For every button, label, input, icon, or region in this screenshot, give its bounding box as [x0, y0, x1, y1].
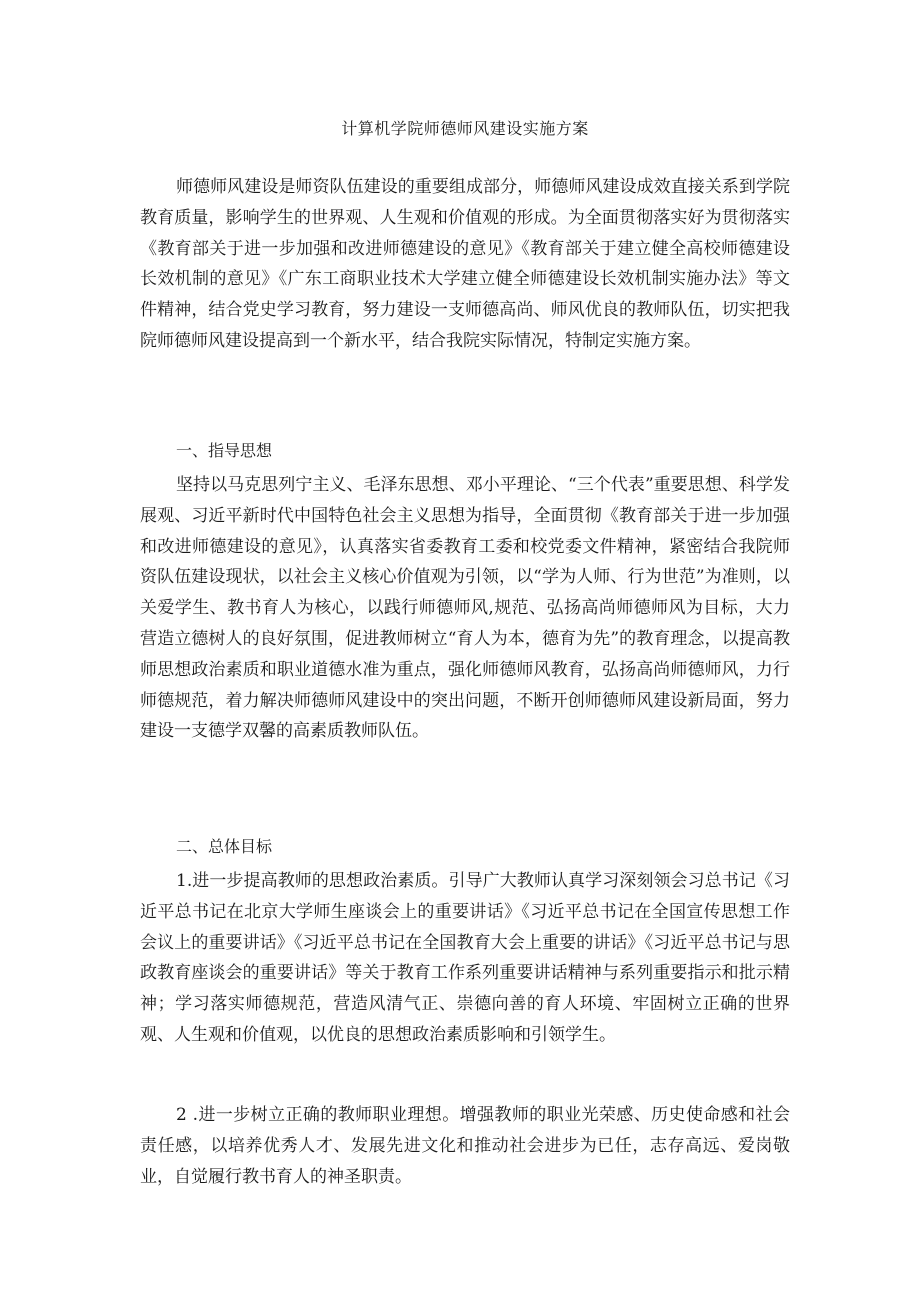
goal-item-1: 1.进一步提高教师的思想政治素质。引导广大教师认真学习深刻领会习总书记《习近平总书记在北京大学师生座谈会上的重要讲话》《习近平总书记在全国宣传思想工作会议上的重要讲话》《习近平总书记在全国教育大会上重要的讲话》《习近平总书记与思政教育座谈会的重要讲话》等关于教育工作系列重要讲话精神与系列重要指示和批示精神；学习落实师德规范，营造风清气正、崇德向善的育人环境、牢固树立正确的世界观、人生观和价值观，以优良的思想政治素质影响和引领学生。 — [140, 871, 790, 1045]
section-heading-guiding-ideology: 一、指导思想 — [176, 441, 273, 460]
document-title: 计算机学院师德师风建设实施方案 — [341, 119, 589, 138]
section-heading-overall-goals: 二、总体目标 — [176, 837, 273, 856]
section-paragraph-guiding-ideology: 坚持以马克思列宁主义、毛泽东思想、邓小平理论、“三个代表”重要思想、科学发展观、习近平新时代中国特色社会主义思想为指导，全面贯彻《教育部关于进一步加强和改进师德建设的意见》，认真落实省委教育工委和校党委文件精神，紧密结合我院师资队伍建设现状，以社会主义核心价值观为引领，以“学为人师、行为世范”为准则，以关爱学生、教书育人为核心，以践行师德师风,规范、弘扬高尚师德师风为目标，大力营造立德树人的良好氛围，促进教师树立“育人为本，德育为先”的教育理念，以提高教师思想政治素质和职业道德水准为重点，强化师德师风教育，弘扬高尚师德师风，力行师德规范，着力解决师德师风建设中的突出问题，不断开创师德师风建设新局面，努力建设一支德学双馨的高素质教师队伍。 — [140, 475, 790, 742]
intro-paragraph: 师德师风建设是师资队伍建设的重要组成部分，师德师风建设成效直接关系到学院教育质量，影响学生的世界观、人生观和价值观的形成。为全面贯彻落实好为贯彻落实《教育部关于进一步加强和改进师德建设的意见》《教育部关于建立健全高校师德建设长效机制的意见》《广东工商职业技术大学建立健全师德建设长效机制实施办法》等文件精神，结合党史学习教育，努力建设一支师德高尚、师风优良的教师队伍，切实把我院师德师风建设提高到一个新水平，结合我院实际情况，特制定实施方案。 — [140, 177, 790, 351]
goal-item-2: 2 .进一步树立正确的教师职业理想。增强教师的职业光荣感、历史使命感和社会责任感，以培养优秀人才、发展先进文化和推动社会进步为已任，志存高远、爱岗敬业，自觉履行教书育人的神圣职责。 — [140, 1105, 790, 1187]
